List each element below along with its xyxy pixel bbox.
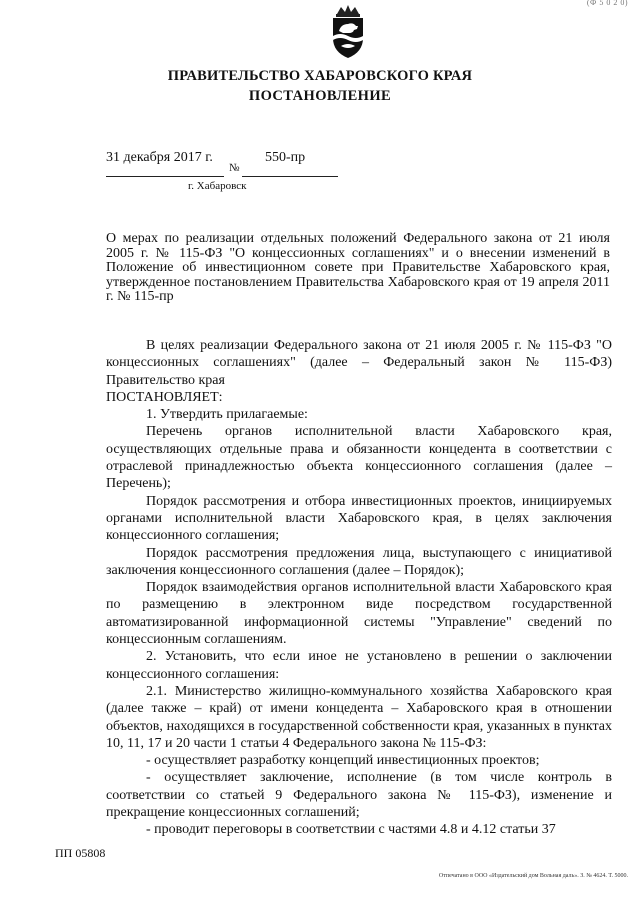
paragraph-list-of-bodies: Перечень органов исполнительной власти Хабаровского края, осуществляющих отдельные права и обязанности концедента в соответствии с отраслевой принадлежностью объекта концессионного соглашения (далее – Перечень); bbox=[106, 424, 612, 492]
paragraph-interaction-procedure: Порядок взаимодействия органов исполнительной власти Хабаровского края по размещению в электронном виде посредством государственной автоматизированной информационной системы "Управление" сведений по концессионным соглашениям. bbox=[106, 580, 612, 648]
document-body bbox=[106, 337, 612, 839]
document-date: 31 декабря 2017 г. bbox=[106, 150, 213, 165]
paragraph-initiative-procedure: Порядок рассмотрения предложения лица, выступающего с инициативой заключения концессионного соглашения (далее – Порядок); bbox=[106, 545, 612, 578]
document-subject: О мерах по реализации отдельных положений Федерального закона от 21 июля 2005 г. № 115-ФЗ "О концессионных соглашениях" и о внесении изменений в Положение об инвестиционном совете при Правительстве Хабаровского края, утвержденное постановлением Правительства Хабаровского края от 19 апреля 2011 г. № 115-пр bbox=[106, 231, 610, 304]
paragraph-bullet-conclusion: - осуществляет заключение, исполнение (в том числе контроль в соответствии со статьей 9 Федерального закона № 115-ФЗ), изменение и прекращение концессионных соглашений; bbox=[106, 770, 612, 821]
document-code: ПП 05808 bbox=[55, 846, 106, 860]
date-underline bbox=[106, 176, 224, 177]
paragraph-bullet-concepts: - осуществляет разработку концепций инвестиционных проектов; bbox=[146, 753, 540, 769]
paragraph-preamble: В целях реализации Федерального закона от 21 июля 2005 г. № 115-ФЗ "О концессионных соглашениях" (далее – Федеральный закон № 115-ФЗ) Правительство края bbox=[106, 338, 612, 388]
number-underline bbox=[242, 176, 338, 177]
government-title: ПРАВИТЕЛЬСТВО ХАБАРОВСКОГО КРАЯ bbox=[167, 68, 473, 84]
paragraph-item-1: 1. Утвердить прилагаемые: bbox=[146, 407, 308, 423]
corner-mark: (Ф 5 0 2 0) bbox=[586, 0, 628, 7]
printer-note: Отпечатано в ООО «Издательский дом Вольная даль». З. № 4624. Т. 5000. bbox=[438, 873, 628, 879]
paragraph-item-2-1: 2.1. Министерство жилищно-коммунального хозяйства Хабаровского края (далее также – край) от имени концедента – Хабаровского края в отношении объектов, находящихся в государственной собственности края, указанных в пунктах 10, 11, 17 и 20 части 1 статьи 4 Федерального закона № 115-ФЗ: bbox=[106, 683, 612, 751]
document-city: г. Хабаровск bbox=[188, 180, 247, 192]
paragraph-selection-procedure: Порядок рассмотрения и отбора инвестиционных проектов, инициируемых органами исполнительной власти Хабаровского края, в целях заключения концессионного соглашения; bbox=[106, 493, 612, 544]
number-sign: № bbox=[229, 162, 240, 174]
coat-of-arms-icon bbox=[323, 4, 373, 60]
document-number: 550-пр bbox=[265, 150, 306, 165]
document-type: ПОСТАНОВЛЕНИЕ bbox=[248, 88, 392, 104]
decree-heading: ПОСТАНОВЛЯЕТ: bbox=[106, 389, 223, 405]
date-number-line bbox=[106, 150, 346, 178]
paragraph-item-2: 2. Установить, что если иное не установлено в решении о заключении концессионного соглашения: bbox=[106, 649, 612, 682]
paragraph-bullet-negotiations: - проводит переговоры в соответствии с частями 4.8 и 4.12 статьи 37 bbox=[146, 822, 556, 838]
